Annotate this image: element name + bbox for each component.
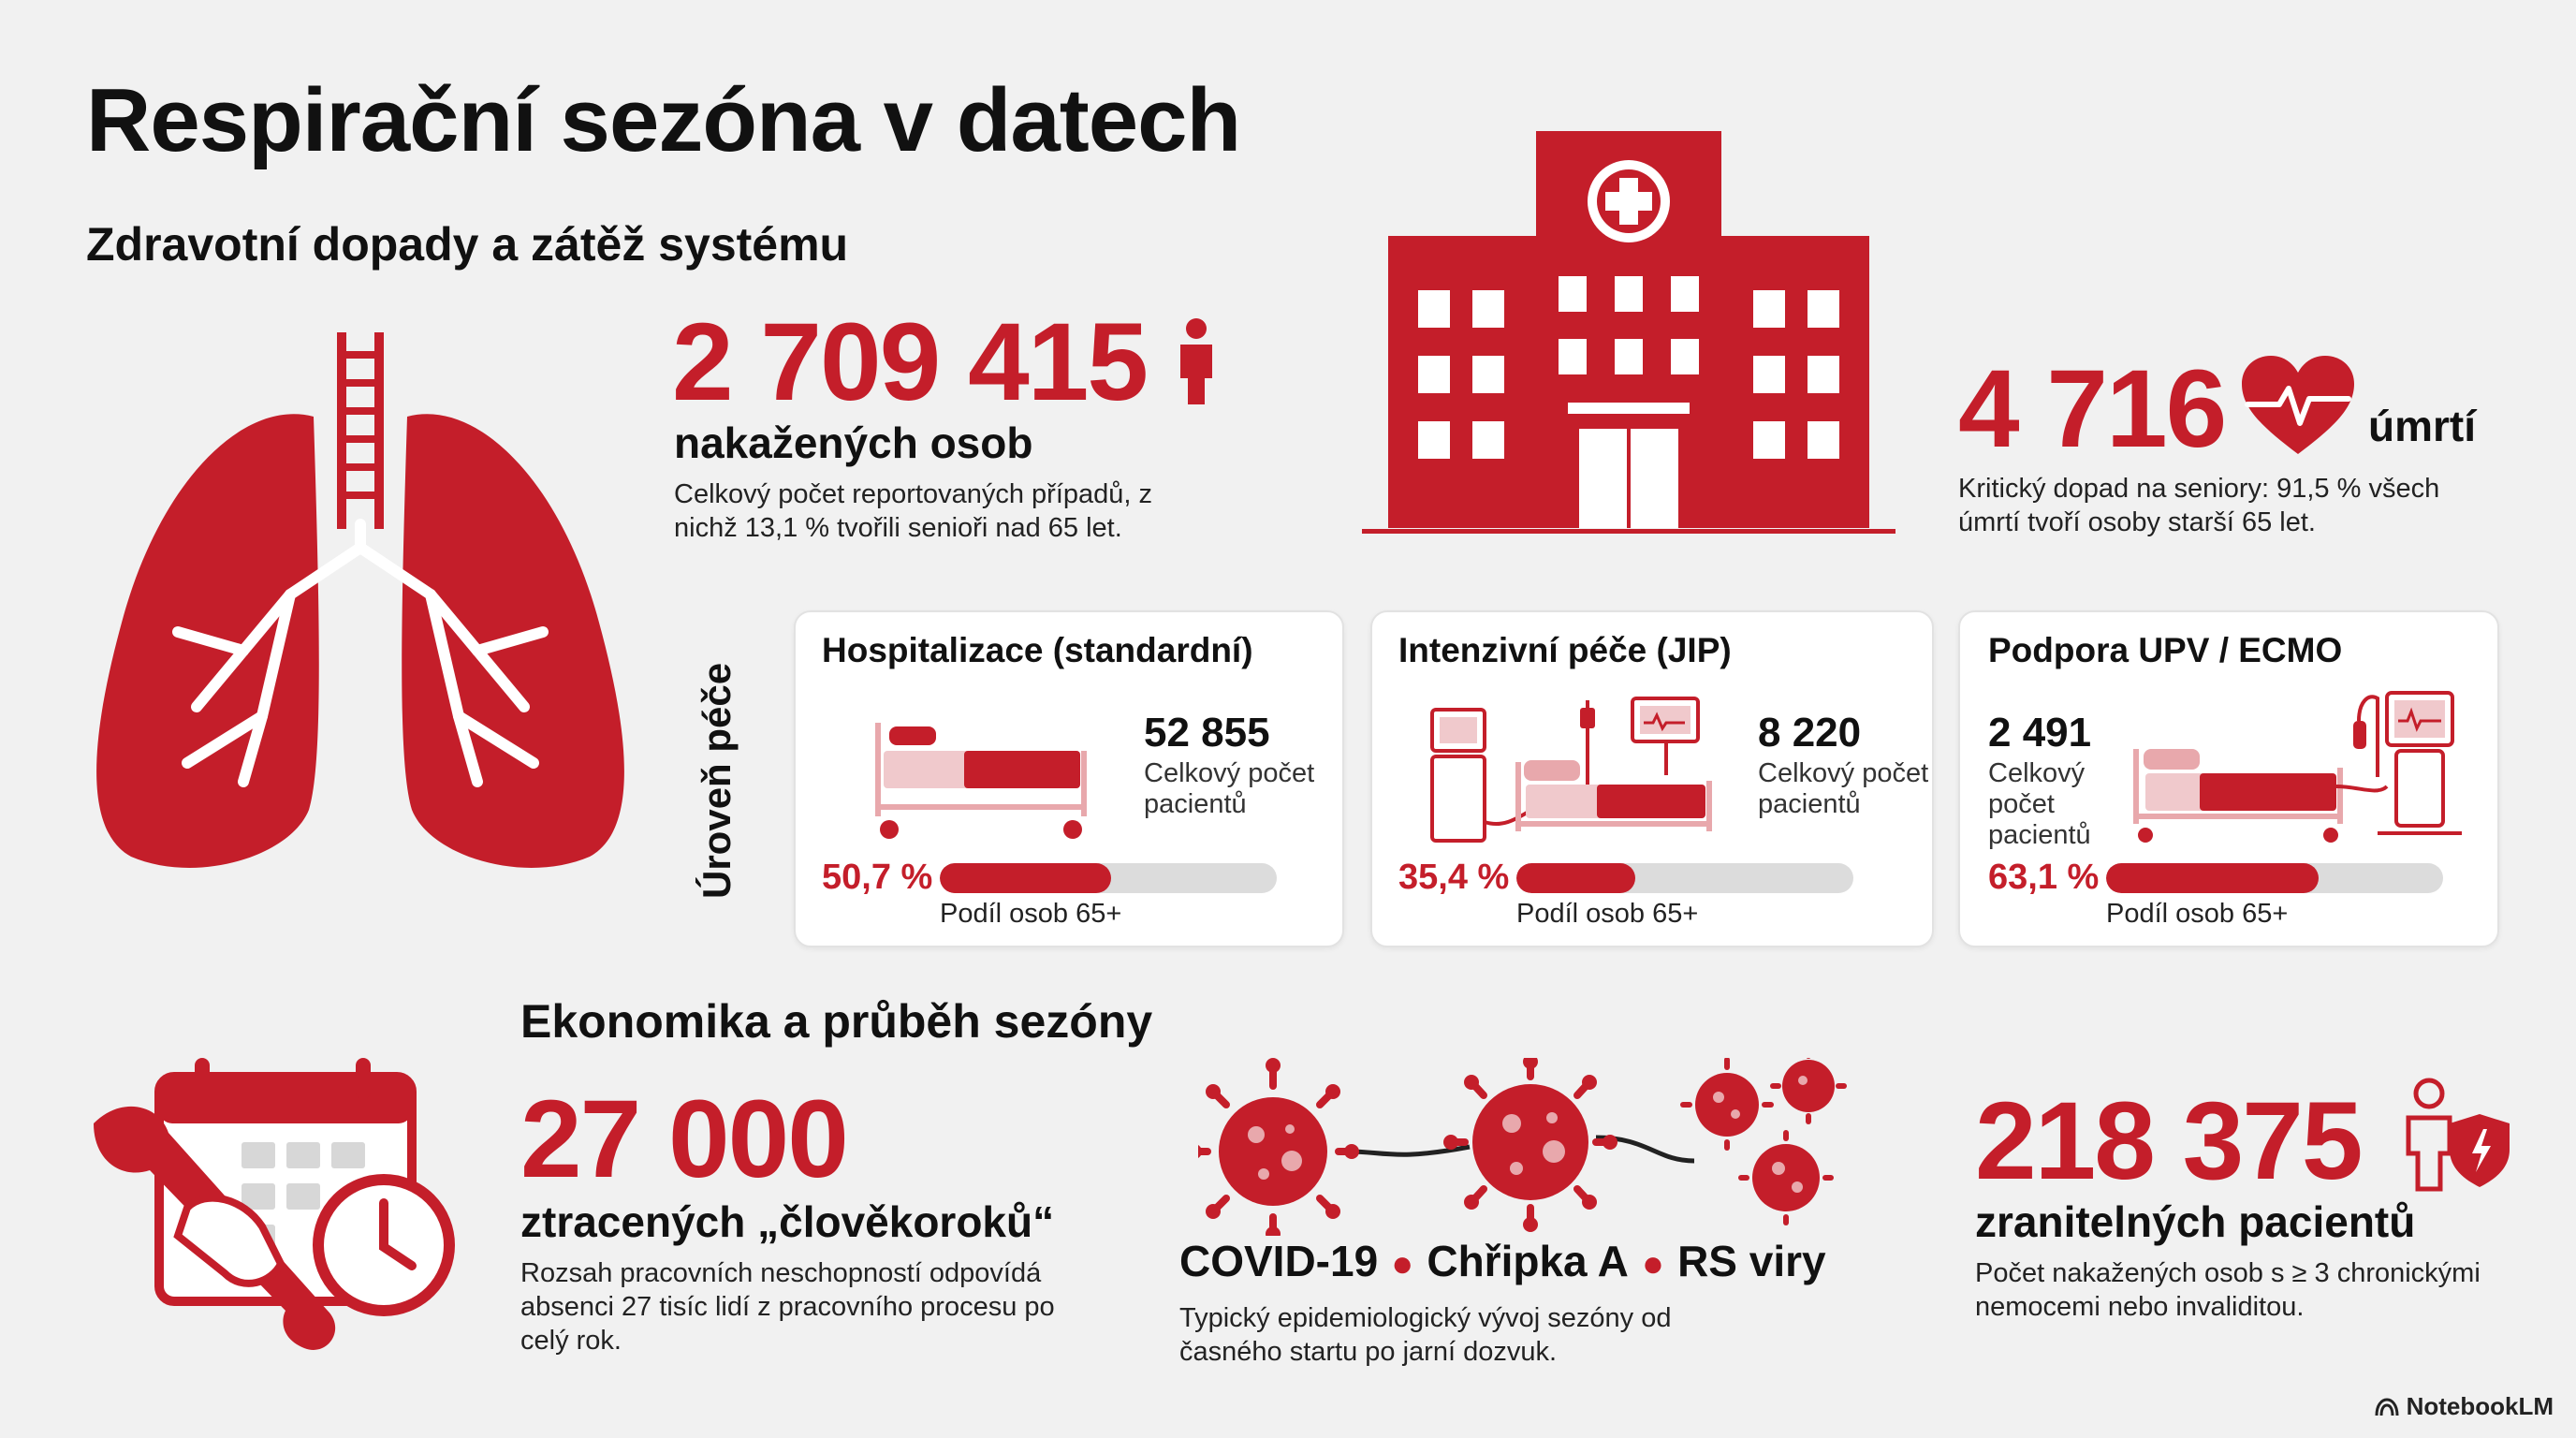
care-card-percent: 63,1 % — [1988, 858, 2100, 897]
vulnerable-description: Počet nakažených osob s ≥ 3 chronickými nemocemi nebo invaliditou. — [1975, 1258, 2481, 1322]
care-level-axis-label: Úroveň péče — [695, 662, 739, 899]
lost-years-label: ztracených „člověkoroků“ — [520, 1197, 1055, 1246]
deaths-description: Kritický dopad na seniory: 91,5 % všech úmrtí tvoří osoby starší 65 let. — [1958, 474, 2440, 537]
person-shield-icon — [2401, 1077, 2513, 1194]
section-heading-economy: Ekonomika a průběh sezóny — [520, 995, 1153, 1048]
care-card-subtitle: Celkový počet pacientů — [1988, 758, 2091, 850]
care-card-value: 52 855 — [1144, 710, 1270, 756]
care-card-bar-caption: Podíl osob 65+ — [1516, 899, 1699, 929]
care-card-percent: 35,4 % — [1398, 858, 1510, 897]
lungs-icon — [75, 323, 646, 875]
brand-watermark — [2375, 1392, 2554, 1421]
ventilator-bed-icon — [2125, 683, 2471, 852]
brand-name: NotebookLM — [2406, 1392, 2554, 1420]
deaths-label: úmrtí — [2368, 402, 2476, 450]
lost-years-description: Rozsah pracovních neschopností odpovídá absenci 27 tisíc lidí z pracovního procesu po celý rok. — [520, 1258, 1055, 1356]
care-card-hospitalization — [794, 610, 1344, 947]
care-card-progress-bar — [1516, 863, 1853, 893]
hospital-icon — [1362, 131, 1895, 534]
icu-bed-icon — [1428, 691, 1719, 850]
calendar-wrench-icon — [84, 1049, 468, 1376]
care-card-progress-fill — [1516, 863, 1635, 893]
vulnerable-label: zranitelných pacientů — [1975, 1197, 2416, 1246]
care-card-value: 2 491 — [1988, 710, 2092, 756]
care-card-value: 8 220 — [1758, 710, 1862, 756]
care-card-progress-fill — [2106, 863, 2319, 893]
infected-description: Celkový počet reportovaných případů, z nichž 13,1 % tvořili senioři nad 65 let. — [674, 479, 1152, 543]
care-card-subtitle: Celkový počet pacientů — [1144, 758, 1315, 819]
deaths-value: 4 716 — [1958, 347, 2226, 471]
person-icon — [1175, 316, 1218, 406]
virus-label-covid: COVID-19 — [1179, 1237, 1379, 1285]
section-heading-health: Zdravotní dopady a zátěž systému — [86, 218, 849, 271]
care-card-bar-caption: Podíl osob 65+ — [2106, 899, 2289, 929]
care-card-title: Intenzivní péče (JIP) — [1398, 631, 1732, 669]
lost-years-value: 27 000 — [520, 1078, 847, 1201]
bullet-dot-icon: ● — [1641, 1243, 1665, 1284]
virus-description: Typický epidemiologický vývoj sezóny od časného startu po jarní dozvuk. — [1179, 1303, 1672, 1367]
care-card-bar-caption: Podíl osob 65+ — [940, 899, 1122, 929]
care-card-progress-fill — [940, 863, 1111, 893]
care-card-subtitle: Celkový počet pacientů — [1758, 758, 1929, 819]
hospital-bed-icon — [871, 713, 1095, 844]
virus-legend — [1179, 1236, 1826, 1286]
care-card-icu — [1370, 610, 1934, 947]
virus-icon — [1198, 1058, 1853, 1236]
care-card-title: Podpora UPV / ECMO — [1988, 631, 2343, 669]
infected-label: nakažených osob — [674, 418, 1033, 467]
heart-pulse-icon — [2242, 356, 2354, 459]
infected-value: 2 709 415 — [672, 301, 1147, 424]
care-card-progress-bar — [940, 863, 1277, 893]
care-card-progress-bar — [2106, 863, 2443, 893]
vulnerable-value: 218 375 — [1975, 1079, 2362, 1203]
bullet-dot-icon: ● — [1391, 1243, 1414, 1284]
virus-label-flu: Chřipka A — [1427, 1237, 1629, 1285]
virus-label-rsv: RS viry — [1677, 1237, 1826, 1285]
notebooklm-logo-icon — [2375, 1397, 2399, 1417]
care-card-title: Hospitalizace (standardní) — [822, 631, 1253, 669]
care-card-percent: 50,7 % — [822, 858, 933, 897]
page-title: Respirační sezóna v datech — [86, 70, 1241, 170]
care-card-ventilation — [1958, 610, 2499, 947]
